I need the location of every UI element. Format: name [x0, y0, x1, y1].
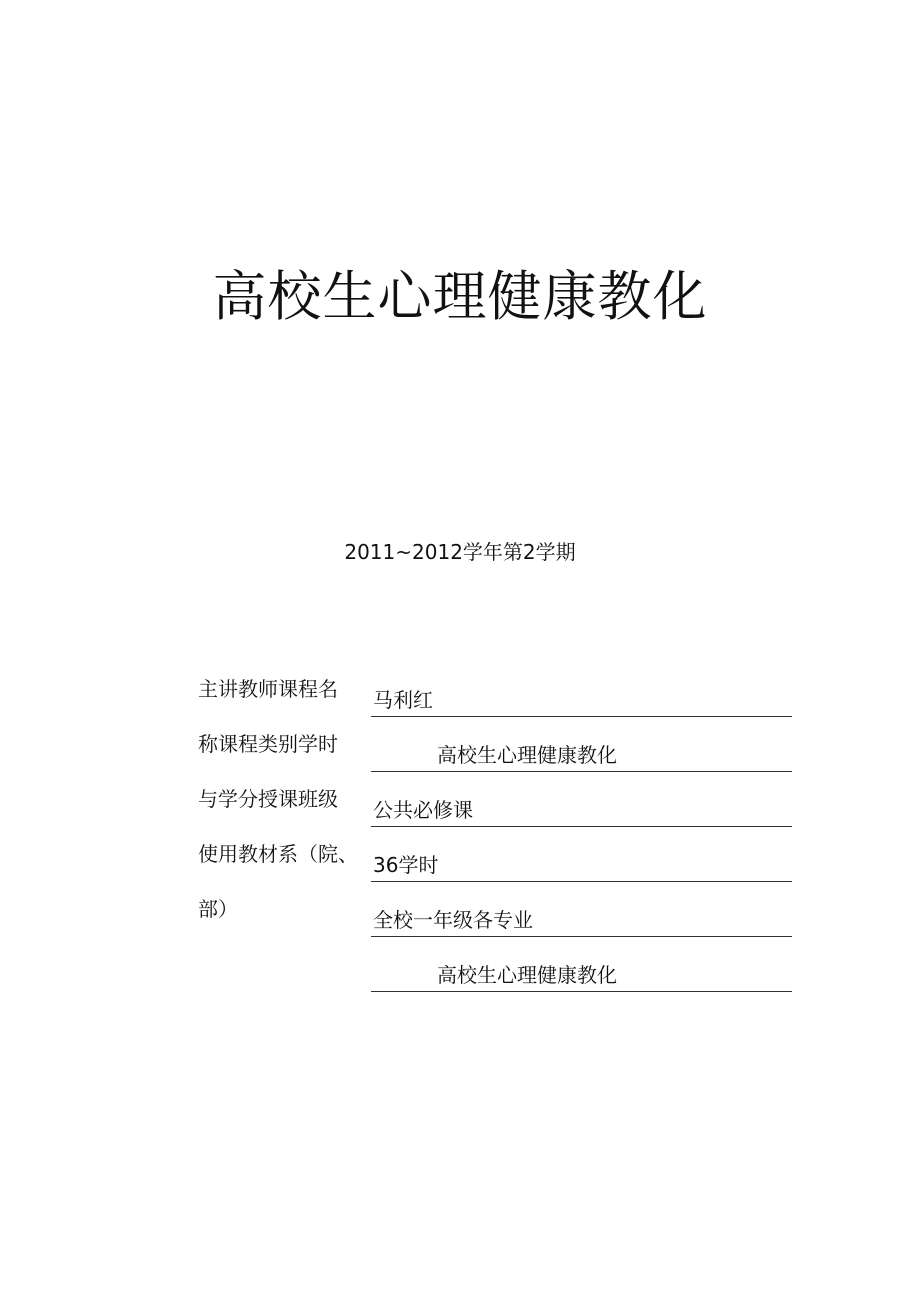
field-course-type-value: 公共必修课: [373, 798, 473, 822]
field-hours-value: 36学时: [373, 853, 439, 877]
field-lecturer-value: 马利红: [373, 688, 433, 712]
field-course-name: [371, 741, 792, 772]
label-line-1: 主讲教师课程名: [198, 677, 338, 701]
field-lecturer: [371, 686, 792, 717]
academic-term: 2011~2012学年第2学期: [344, 540, 576, 564]
field-labels: [198, 674, 358, 949]
field-hours: [371, 851, 792, 882]
document-title: 高校生心理健康教化: [212, 265, 708, 328]
field-course-type: [371, 796, 792, 827]
field-textbook: [371, 961, 792, 992]
label-line-5: 部）: [198, 897, 238, 921]
field-course-name-value: 高校生心理健康教化: [437, 743, 617, 767]
field-textbook-value: 高校生心理健康教化: [437, 963, 617, 987]
label-line-2: 称课程类别学时: [198, 732, 338, 756]
field-classes-value: 全校一年级各专业: [373, 908, 533, 932]
label-line-4: 使用教材系（院、: [198, 842, 358, 866]
field-classes: [371, 906, 792, 937]
label-line-3: 与学分授课班级: [198, 787, 338, 811]
